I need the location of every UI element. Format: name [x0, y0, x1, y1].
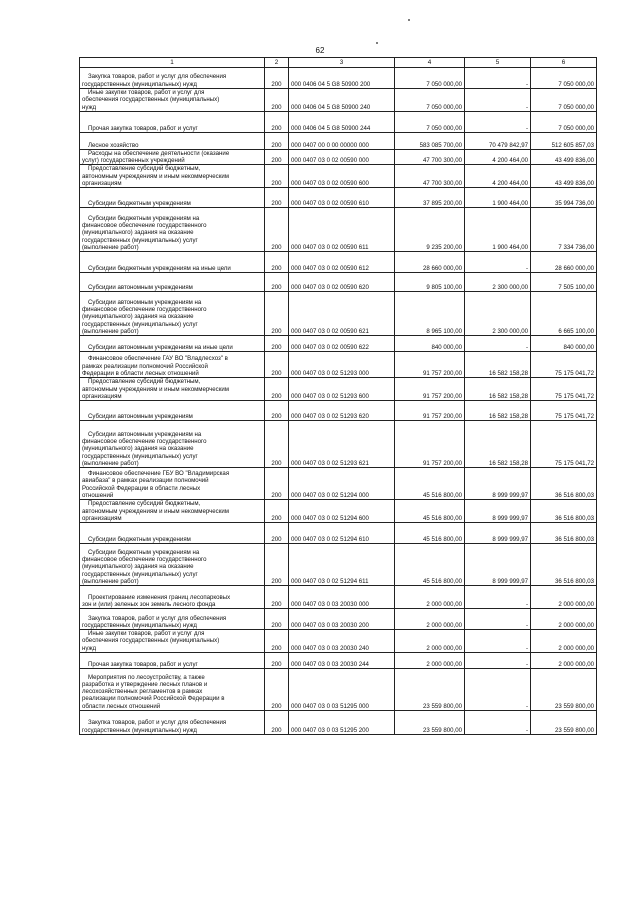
- classification-code-cell: 000 0407 03 0 02 00590 611: [289, 208, 395, 252]
- classification-code-cell: 000 0407 03 0 03 51295 000: [289, 669, 395, 711]
- classification-code-cell: 000 0407 03 0 03 51295 200: [289, 711, 395, 735]
- classification-code-cell: 000 0407 03 0 02 51294 610: [289, 523, 395, 544]
- row-name-cell: Иные закупки товаров, работ и услуг для обеспечения государственных (муниципальных) нужд: [80, 89, 265, 112]
- classification-code-cell: 000 0407 03 0 02 00590 000: [289, 149, 395, 165]
- row-name-cell: Закупка товаров, работ и услуг для обеспечения государственных (муниципальных) нужд: [80, 711, 265, 735]
- classification-code-cell: 000 0407 03 0 02 00590 620: [289, 273, 395, 292]
- row-name-cell: Прочая закупка товаров, работ и услуг: [80, 653, 265, 669]
- executed-amount-cell: -: [465, 336, 531, 352]
- unexecuted-amount-cell: 23 559 800,00: [531, 669, 597, 711]
- column-number-cell: 2: [265, 58, 289, 68]
- row-name-cell: Прочая закупка товаров, работ и услуг: [80, 111, 265, 132]
- unexecuted-amount-cell: 2 000 000,00: [531, 653, 597, 669]
- approved-amount-cell: 7 050 000,00: [395, 111, 465, 132]
- executed-amount-cell: 2 300 000,00: [465, 292, 531, 336]
- row-name-cell: Субсидии бюджетным учреждениям: [80, 523, 265, 544]
- approved-amount-cell: 2 000 000,00: [395, 609, 465, 630]
- classification-code-cell: 000 0407 03 0 02 51294 611: [289, 544, 395, 586]
- table-row: [80, 421, 597, 468]
- executed-amount-cell: -: [465, 586, 531, 609]
- classification-code-cell: 000 0406 04 5 G8 50900 244: [289, 111, 395, 132]
- table-row: [80, 336, 597, 352]
- table-row: [80, 523, 597, 544]
- unexecuted-amount-cell: 7 050 000,00: [531, 111, 597, 132]
- unexecuted-amount-cell: 43 499 836,00: [531, 165, 597, 188]
- row-name-cell: Субсидии автономным учреждениям на финансовое обеспечение государственного (муниципального) задания на оказание государственных (муниципальных) услуг (выполнение работ): [80, 292, 265, 336]
- table-row: [80, 149, 597, 165]
- table-row: [80, 544, 597, 586]
- row-code-cell: 200: [265, 188, 289, 208]
- speck-mark: [376, 42, 378, 44]
- row-code-cell: 200: [265, 630, 289, 653]
- classification-code-cell: 000 0406 04 5 G8 50900 200: [289, 68, 395, 89]
- table-row: [80, 609, 597, 630]
- row-name-cell: Предоставление субсидий бюджетным, автономным учреждениям и иным некоммерческим организациям: [80, 500, 265, 523]
- executed-amount-cell: -: [465, 111, 531, 132]
- unexecuted-amount-cell: 23 559 800,00: [531, 711, 597, 735]
- row-name-cell: Предоставление субсидий бюджетным, автономным учреждениям и иным некоммерческим организациям: [80, 378, 265, 401]
- approved-amount-cell: 7 050 000,00: [395, 89, 465, 112]
- unexecuted-amount-cell: 7 505 100,00: [531, 273, 597, 292]
- row-code-cell: 200: [265, 149, 289, 165]
- table-row: [80, 711, 597, 735]
- column-number-cell: 1: [80, 58, 265, 68]
- row-name-cell: Мероприятия по лесоустройству, а также разработка и утверждение лесных планов и лесохозяйственных регламентов в рамках реализации полномочий Российской Федерации в области лесных отношений: [80, 669, 265, 711]
- row-code-cell: 200: [265, 378, 289, 401]
- table-row: [80, 468, 597, 500]
- classification-code-cell: 000 0407 03 0 02 51293 620: [289, 401, 395, 421]
- classification-code-cell: 000 0407 03 0 02 51294 600: [289, 500, 395, 523]
- row-name-cell: Расходы на обеспечение деятельности (оказание услуг) государственных учреждений: [80, 149, 265, 165]
- executed-amount-cell: -: [465, 630, 531, 653]
- approved-amount-cell: 37 895 200,00: [395, 188, 465, 208]
- executed-amount-cell: -: [465, 669, 531, 711]
- row-name-cell: Иные закупки товаров, работ и услуг для обеспечения государственных (муниципальных) нужд: [80, 630, 265, 653]
- row-name-cell: Субсидии автономным учреждениям на финансовое обеспечение государственного (муниципального) задания на оказание государственных (муниципальных) услуг (выполнение работ): [80, 421, 265, 468]
- approved-amount-cell: 2 000 000,00: [395, 586, 465, 609]
- table-row: [80, 586, 597, 609]
- row-name-cell: Проектирование изменения границ лесопарковых зон и (или) зеленых зон земель лесного фонда: [80, 586, 265, 609]
- classification-code-cell: 000 0407 03 0 03 20030 000: [289, 586, 395, 609]
- unexecuted-amount-cell: 75 175 041,72: [531, 401, 597, 421]
- table-row: [80, 378, 597, 401]
- approved-amount-cell: 7 050 000,00: [395, 68, 465, 89]
- row-code-cell: 200: [265, 352, 289, 378]
- approved-amount-cell: 91 757 200,00: [395, 401, 465, 421]
- executed-amount-cell: 2 300 000,00: [465, 273, 531, 292]
- classification-code-cell: 000 0407 03 0 02 51294 000: [289, 468, 395, 500]
- unexecuted-amount-cell: 36 516 800,03: [531, 500, 597, 523]
- column-number-cell: 3: [289, 58, 395, 68]
- row-code-cell: 200: [265, 669, 289, 711]
- unexecuted-amount-cell: 43 499 836,00: [531, 149, 597, 165]
- row-code-cell: 200: [265, 165, 289, 188]
- row-code-cell: 200: [265, 336, 289, 352]
- row-name-cell: Лесное хозяйство: [80, 132, 265, 149]
- classification-code-cell: 000 0407 03 0 02 00590 622: [289, 336, 395, 352]
- row-code-cell: 200: [265, 586, 289, 609]
- executed-amount-cell: -: [465, 609, 531, 630]
- approved-amount-cell: 47 700 300,00: [395, 165, 465, 188]
- row-code-cell: 200: [265, 132, 289, 149]
- row-name-cell: Финансовое обеспечение ГАУ ВО "Владлесхоз" в рамках реализации полномочий Российской Федерации в области лесных отношений: [80, 352, 265, 378]
- classification-code-cell: 000 0407 03 0 03 20030 244: [289, 653, 395, 669]
- unexecuted-amount-cell: 2 000 000,00: [531, 586, 597, 609]
- row-code-cell: 200: [265, 68, 289, 89]
- classification-code-cell: 000 0407 03 0 02 51293 000: [289, 352, 395, 378]
- row-code-cell: 200: [265, 208, 289, 252]
- approved-amount-cell: 583 085 700,00: [395, 132, 465, 149]
- table-row: [80, 292, 597, 336]
- row-name-cell: Субсидии автономным учреждениям: [80, 401, 265, 421]
- approved-amount-cell: 47 700 300,00: [395, 149, 465, 165]
- row-code-cell: 200: [265, 653, 289, 669]
- table-row: [80, 208, 597, 252]
- table-row: [80, 188, 597, 208]
- approved-amount-cell: 23 559 800,00: [395, 711, 465, 735]
- row-code-cell: 200: [265, 89, 289, 112]
- row-code-cell: 200: [265, 711, 289, 735]
- executed-amount-cell: 8 999 999,97: [465, 500, 531, 523]
- column-number-cell: 5: [465, 58, 531, 68]
- unexecuted-amount-cell: 36 516 800,03: [531, 468, 597, 500]
- approved-amount-cell: 28 660 000,00: [395, 252, 465, 273]
- classification-code-cell: 000 0407 03 0 02 51293 600: [289, 378, 395, 401]
- approved-amount-cell: 8 965 100,00: [395, 292, 465, 336]
- executed-amount-cell: 1 900 464,00: [465, 188, 531, 208]
- executed-amount-cell: -: [465, 68, 531, 89]
- table-row: [80, 653, 597, 669]
- unexecuted-amount-cell: 512 605 857,03: [531, 132, 597, 149]
- classification-code-cell: 000 0406 04 5 G8 50900 240: [289, 89, 395, 112]
- classification-code-cell: 000 0407 03 0 03 20030 200: [289, 609, 395, 630]
- approved-amount-cell: 91 757 200,00: [395, 378, 465, 401]
- approved-amount-cell: 45 516 800,00: [395, 500, 465, 523]
- table-row: [80, 401, 597, 421]
- unexecuted-amount-cell: 36 516 800,03: [531, 544, 597, 586]
- approved-amount-cell: 23 559 800,00: [395, 669, 465, 711]
- classification-code-cell: 000 0407 03 0 02 00590 612: [289, 252, 395, 273]
- unexecuted-amount-cell: 2 000 000,00: [531, 609, 597, 630]
- unexecuted-amount-cell: 7 050 000,00: [531, 89, 597, 112]
- row-name-cell: Закупка товаров, работ и услуг для обеспечения государственных (муниципальных) нужд: [80, 68, 265, 89]
- executed-amount-cell: 4 200 464,00: [465, 165, 531, 188]
- row-name-cell: Субсидии бюджетным учреждениям на финансовое обеспечение государственного (муниципального) задания на оказание государственных (муниципальных) услуг (выполнение работ): [80, 544, 265, 586]
- executed-amount-cell: -: [465, 711, 531, 735]
- unexecuted-amount-cell: 7 050 000,00: [531, 68, 597, 89]
- row-code-cell: 200: [265, 273, 289, 292]
- row-code-cell: 200: [265, 609, 289, 630]
- unexecuted-amount-cell: 75 175 041,72: [531, 352, 597, 378]
- executed-amount-cell: -: [465, 252, 531, 273]
- approved-amount-cell: 840 000,00: [395, 336, 465, 352]
- table-row: [80, 252, 597, 273]
- classification-code-cell: 000 0407 00 0 00 00000 000: [289, 132, 395, 149]
- approved-amount-cell: 9 235 200,00: [395, 208, 465, 252]
- approved-amount-cell: 45 516 800,00: [395, 468, 465, 500]
- table-row: [80, 669, 597, 711]
- classification-code-cell: 000 0407 03 0 02 00590 610: [289, 188, 395, 208]
- row-name-cell: Субсидии автономным учреждениям на иные цели: [80, 336, 265, 352]
- row-code-cell: 200: [265, 523, 289, 544]
- table-row: [80, 273, 597, 292]
- unexecuted-amount-cell: 36 516 800,03: [531, 523, 597, 544]
- approved-amount-cell: 91 757 200,00: [395, 352, 465, 378]
- row-name-cell: Субсидии бюджетным учреждениям: [80, 188, 265, 208]
- table-row: [80, 500, 597, 523]
- unexecuted-amount-cell: 75 175 041,72: [531, 378, 597, 401]
- row-name-cell: Финансовое обеспечение ГБУ ВО "Владимирская авиабаза" в рамках реализации полномочий Российской Федерации в области лесных отношений: [80, 468, 265, 500]
- table-row: [80, 132, 597, 149]
- row-code-cell: 200: [265, 111, 289, 132]
- classification-code-cell: 000 0407 03 0 02 00590 600: [289, 165, 395, 188]
- unexecuted-amount-cell: 2 000 000,00: [531, 630, 597, 653]
- approved-amount-cell: 9 805 100,00: [395, 273, 465, 292]
- executed-amount-cell: 16 582 158,28: [465, 421, 531, 468]
- executed-amount-cell: 16 582 158,28: [465, 378, 531, 401]
- unexecuted-amount-cell: 28 660 000,00: [531, 252, 597, 273]
- row-name-cell: Субсидии бюджетным учреждениям на иные цели: [80, 252, 265, 273]
- unexecuted-amount-cell: 75 175 041,72: [531, 421, 597, 468]
- unexecuted-amount-cell: 6 665 100,00: [531, 292, 597, 336]
- executed-amount-cell: 8 999 999,97: [465, 544, 531, 586]
- row-code-cell: 200: [265, 252, 289, 273]
- column-number-cell: 6: [531, 58, 597, 68]
- row-code-cell: 200: [265, 401, 289, 421]
- classification-code-cell: 000 0407 03 0 03 20030 240: [289, 630, 395, 653]
- row-code-cell: 200: [265, 544, 289, 586]
- classification-code-cell: 000 0407 03 0 02 51293 621: [289, 421, 395, 468]
- budget-execution-table: [79, 57, 597, 735]
- executed-amount-cell: 8 999 999,97: [465, 468, 531, 500]
- unexecuted-amount-cell: 7 334 736,00: [531, 208, 597, 252]
- row-name-cell: Субсидии бюджетным учреждениям на финансовое обеспечение государственного (муниципального) задания на оказание государственных (муниципальных) услуг (выполнение работ): [80, 208, 265, 252]
- approved-amount-cell: 91 757 200,00: [395, 421, 465, 468]
- speck-mark: [408, 19, 410, 21]
- row-name-cell: Субсидии автономным учреждениям: [80, 273, 265, 292]
- approved-amount-cell: 45 516 800,00: [395, 544, 465, 586]
- table-row: [80, 89, 597, 112]
- table-row: [80, 630, 597, 653]
- table-row: [80, 111, 597, 132]
- table-row: [80, 165, 597, 188]
- approved-amount-cell: 2 000 000,00: [395, 653, 465, 669]
- column-number-row: [80, 58, 597, 68]
- classification-code-cell: 000 0407 03 0 02 00590 621: [289, 292, 395, 336]
- executed-amount-cell: -: [465, 89, 531, 112]
- executed-amount-cell: 4 200 464,00: [465, 149, 531, 165]
- row-name-cell: Предоставление субсидий бюджетным, автономным учреждениям и иным некоммерческим организациям: [80, 165, 265, 188]
- column-number-cell: 4: [395, 58, 465, 68]
- table-row: [80, 68, 597, 89]
- page-number: 62: [315, 46, 325, 55]
- row-code-cell: 200: [265, 292, 289, 336]
- row-code-cell: 200: [265, 421, 289, 468]
- unexecuted-amount-cell: 35 994 736,00: [531, 188, 597, 208]
- table-row: [80, 352, 597, 378]
- executed-amount-cell: 8 999 999,97: [465, 523, 531, 544]
- executed-amount-cell: 1 900 464,00: [465, 208, 531, 252]
- row-name-cell: Закупка товаров, работ и услуг для обеспечения государственных (муниципальных) нужд: [80, 609, 265, 630]
- approved-amount-cell: 45 516 800,00: [395, 523, 465, 544]
- executed-amount-cell: 70 479 842,97: [465, 132, 531, 149]
- unexecuted-amount-cell: 840 000,00: [531, 336, 597, 352]
- row-code-cell: 200: [265, 468, 289, 500]
- approved-amount-cell: 2 000 000,00: [395, 630, 465, 653]
- executed-amount-cell: 16 582 158,28: [465, 352, 531, 378]
- executed-amount-cell: 16 582 158,28: [465, 401, 531, 421]
- row-code-cell: 200: [265, 500, 289, 523]
- executed-amount-cell: -: [465, 653, 531, 669]
